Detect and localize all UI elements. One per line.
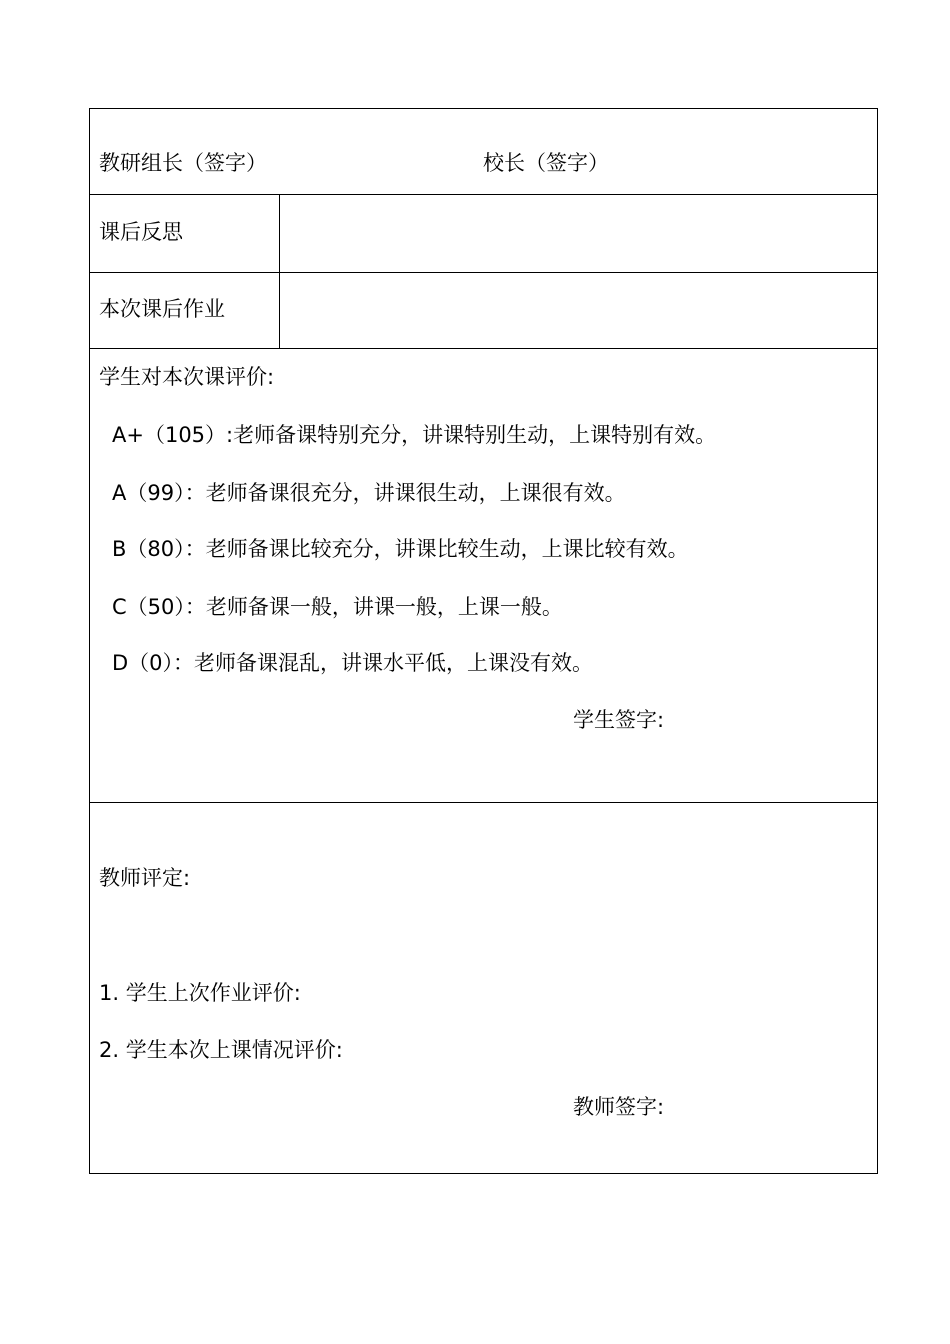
group-leader-signature-label: 教研组长（签字）	[99, 151, 267, 175]
homework-label: 本次课后作业	[99, 297, 225, 321]
teacher-signature-label: 教师签字:	[573, 1095, 665, 1119]
rating-option-b: B（80）：老师备课比较充分，讲课比较生动，上课比较有效。	[112, 537, 689, 561]
divider	[90, 348, 877, 349]
teacher-evaluation-heading: 教师评定:	[99, 866, 191, 890]
rating-option-a: A（99）：老师备课很充分，讲课很生动，上课很有效。	[112, 481, 626, 505]
rating-option-c: C（50）：老师备课一般，讲课一般，上课一般。	[112, 595, 563, 619]
teacher-evaluation-item-1: 1. 学生上次作业评价:	[99, 981, 301, 1005]
rating-option-d: D（0）：老师备课混乱，讲课水平低，上课没有效。	[112, 651, 594, 675]
student-evaluation-heading: 学生对本次课评价:	[99, 365, 275, 389]
reflection-label: 课后反思	[99, 220, 183, 244]
column-divider	[279, 194, 280, 348]
lesson-evaluation-form	[89, 108, 878, 1174]
homework-field[interactable]	[280, 273, 877, 348]
reflection-field[interactable]	[280, 195, 877, 272]
divider	[90, 802, 877, 803]
principal-signature-label: 校长（签字）	[483, 151, 609, 175]
student-signature-label: 学生签字:	[573, 708, 665, 732]
rating-option-a-plus: A+（105）:老师备课特别充分，讲课特别生动，上课特别有效。	[112, 423, 717, 447]
teacher-evaluation-item-2: 2. 学生本次上课情况评价:	[99, 1038, 343, 1062]
